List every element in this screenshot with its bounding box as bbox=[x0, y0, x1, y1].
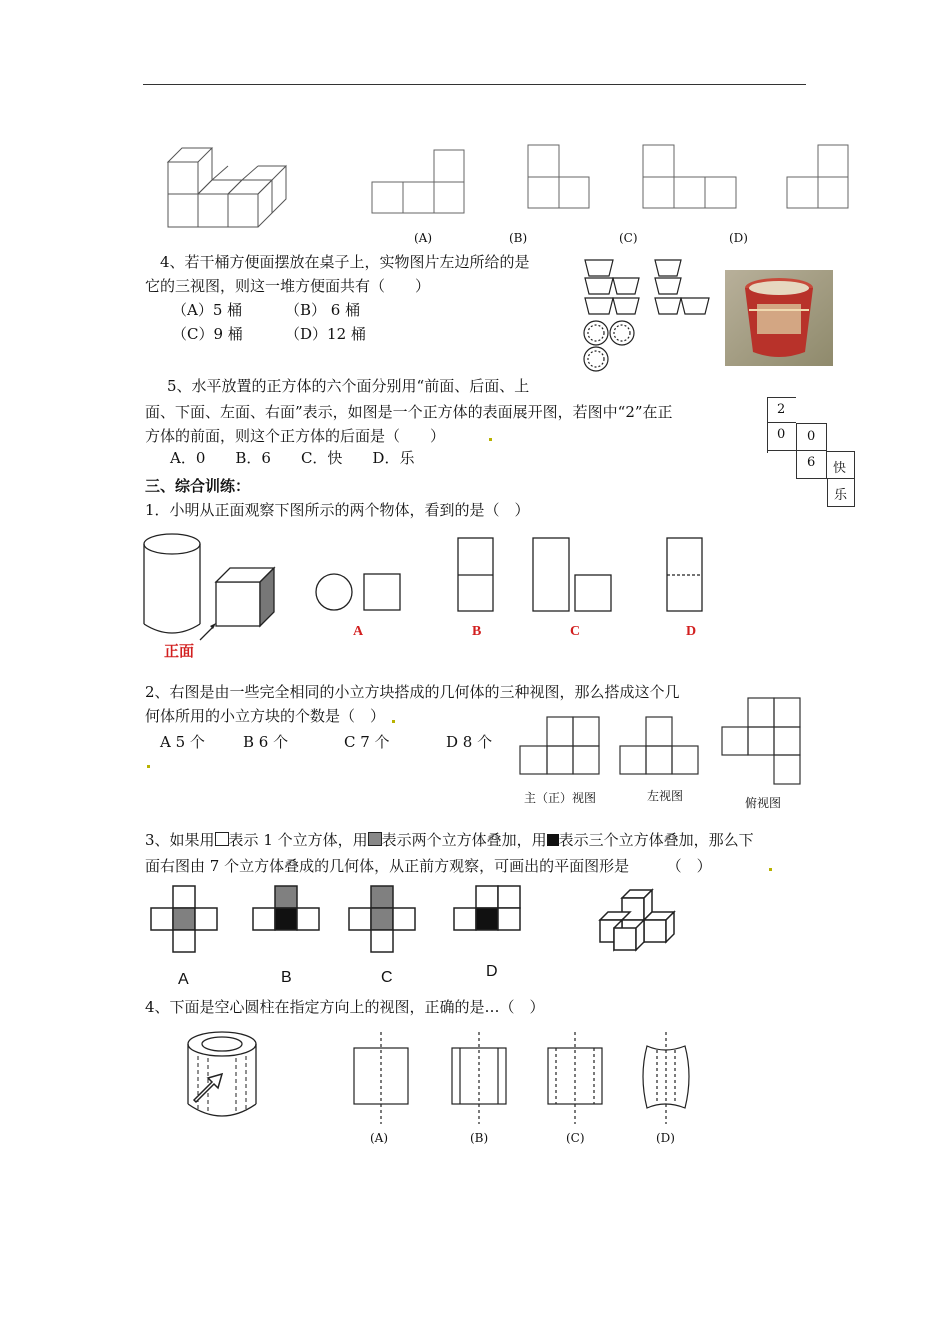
s4-option-c-figure bbox=[546, 1030, 606, 1126]
s2-option-c: C 7 个 bbox=[344, 733, 390, 751]
scan-mark bbox=[147, 765, 150, 768]
s1-front-label: 正面 bbox=[164, 644, 195, 660]
s1-option-a-figure bbox=[314, 572, 404, 614]
s3-line1-b: 表示 1 个立方体，用 bbox=[228, 831, 368, 849]
s3-line1-a: 3、如果用 bbox=[145, 831, 215, 849]
s4-label-d: (D) bbox=[656, 1131, 675, 1145]
view-label-c: (C) bbox=[619, 231, 638, 245]
bowl-three-views bbox=[583, 258, 713, 374]
s4-option-b-figure bbox=[450, 1030, 510, 1126]
s2-left-view-label: 左视图 bbox=[647, 789, 684, 803]
s2-front-view bbox=[519, 716, 601, 776]
net-face-0b: 0 bbox=[807, 429, 816, 444]
s2-line2: 何体所用的小立方块的个数是（ ） bbox=[145, 707, 386, 725]
s3-label-c: C bbox=[381, 969, 393, 986]
s2-line1: 2、右图是由一些完全相同的小立方块搭成的几何体的三种视图，那么搭成这个几 bbox=[145, 683, 680, 701]
q4-option-b: （B） 6 桶 bbox=[285, 301, 361, 319]
s4-label-b: (B) bbox=[470, 1131, 489, 1145]
s3-label-b: B bbox=[281, 969, 292, 986]
q5-line1: 5、水平放置的正方体的六个面分别用“前面、后面、上 bbox=[167, 377, 530, 395]
s1-option-b-figure bbox=[457, 537, 495, 613]
s4-option-a-figure bbox=[352, 1030, 412, 1126]
s3-option-a-figure bbox=[150, 885, 220, 955]
s1-label-b: B bbox=[472, 624, 482, 639]
q5-line3: 方体的前面，则这个正方体的后面是（ ） bbox=[145, 427, 446, 445]
q5-line2: 面、下面、左面、右面”表示，如图是一个正方体的表面展开图，若图中“2”在正 bbox=[145, 403, 673, 421]
scan-mark bbox=[769, 868, 772, 871]
s3-option-b-figure bbox=[252, 885, 322, 933]
view-option-c-figure bbox=[642, 144, 738, 210]
s4-label-c: (C) bbox=[566, 1131, 585, 1145]
net-face-6: 6 bbox=[807, 455, 816, 470]
s1-label-d: D bbox=[686, 624, 697, 639]
net-face-le: 乐 bbox=[834, 488, 848, 503]
hollow-cylinder-figure bbox=[184, 1030, 264, 1120]
section3-title: 三、综合训练： bbox=[145, 477, 251, 495]
s3-label-a: A bbox=[178, 971, 189, 988]
s2-option-d: D 8 个 bbox=[446, 733, 493, 751]
s3-cube-stack bbox=[596, 884, 682, 954]
s3-line1-c: 表示两个立方体叠加，用 bbox=[381, 831, 547, 849]
s3-line1 bbox=[145, 828, 754, 852]
net-face-kuai: 快 bbox=[833, 461, 847, 476]
s2-top-view-label: 俯视图 bbox=[745, 796, 782, 810]
s3-label-d: D bbox=[486, 963, 498, 980]
q5-options: A．0 B．6 C．快 D．乐 bbox=[170, 449, 415, 467]
s3-option-c-figure bbox=[348, 885, 418, 955]
gray-square-icon bbox=[368, 832, 382, 846]
s1-option-c-figure bbox=[532, 537, 614, 613]
view-option-b-figure bbox=[527, 144, 591, 210]
s2-left-view bbox=[619, 716, 701, 776]
s1-question: 1．小明从正面观察下图所示的两个物体，看到的是（ ） bbox=[145, 501, 530, 519]
noodle-cup-photo bbox=[725, 270, 833, 366]
s1-label-c: C bbox=[570, 624, 581, 639]
scan-mark bbox=[489, 438, 492, 441]
net-face-2: 2 bbox=[777, 402, 786, 417]
s2-front-view-label: 主（正）视图 bbox=[524, 791, 597, 805]
s1-option-d-figure bbox=[666, 537, 704, 613]
s1-label-a: A bbox=[353, 624, 364, 639]
s2-option-b: B 6 个 bbox=[243, 733, 289, 751]
black-square-icon bbox=[547, 834, 559, 846]
view-option-a-figure bbox=[371, 149, 466, 215]
s4-question: 4、下面是空心圆柱在指定方向上的视图，正确的是…（ ） bbox=[145, 998, 545, 1016]
net-face-0a: 0 bbox=[777, 427, 786, 442]
s4-label-a: (A) bbox=[370, 1131, 389, 1145]
view-label-d: (D) bbox=[729, 231, 748, 245]
white-square-icon bbox=[215, 832, 229, 846]
view-label-a: (A) bbox=[414, 231, 433, 245]
s3-line1-d: 表示三个立方体叠加，那么下 bbox=[558, 831, 754, 849]
q4-line1: 4、若干桶方便面摆放在桌子上，实物图片左边所给的是 bbox=[160, 253, 530, 271]
s2-option-a: A 5 个 bbox=[160, 733, 205, 751]
scan-mark bbox=[392, 720, 395, 723]
solid-figure bbox=[166, 144, 290, 230]
s3-line2: 面右图由 7 个立方体叠成的几何体，从正前方观察，可画出的平面图形是 （ ） bbox=[145, 857, 712, 875]
view-label-b: (B) bbox=[509, 231, 528, 245]
q4-line2: 它的三视图，则这一堆方便面共有（ ） bbox=[145, 277, 431, 295]
q4-option-d: （D）12 桶 bbox=[285, 325, 366, 343]
header-rule bbox=[143, 84, 806, 85]
s3-option-d-figure bbox=[453, 885, 523, 933]
s2-top-view bbox=[721, 697, 803, 787]
s4-option-d-figure bbox=[635, 1030, 695, 1126]
cube-net bbox=[767, 397, 857, 507]
q4-option-c: （C）9 桶 bbox=[172, 325, 243, 343]
q4-option-a: （A）5 桶 bbox=[172, 301, 243, 319]
cylinder-cube-figure bbox=[140, 530, 280, 640]
view-option-d-figure bbox=[786, 144, 850, 210]
